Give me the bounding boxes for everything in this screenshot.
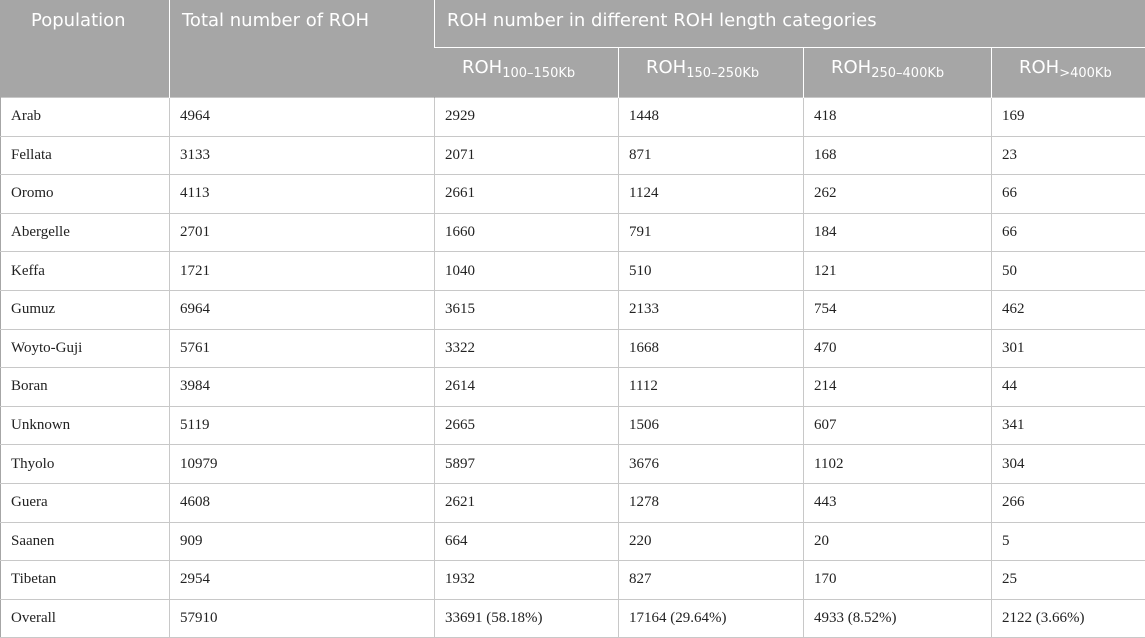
roh-range: 100–150Kb xyxy=(502,66,575,81)
roh-over-400-cell: 66 xyxy=(992,213,1145,252)
roh-100-150-cell: 2661 xyxy=(435,175,619,214)
roh-150-250-cell: 3676 xyxy=(619,445,804,484)
roh-over-400-cell: 2122 (3.66%) xyxy=(992,599,1145,638)
roh-over-400-cell: 66 xyxy=(992,175,1145,214)
total-cell: 4608 xyxy=(170,483,435,522)
table-row xyxy=(1,445,1145,484)
roh-over-400-cell: 304 xyxy=(992,445,1145,484)
roh-100-150-cell: 1660 xyxy=(435,213,619,252)
total-cell: 10979 xyxy=(170,445,435,484)
roh-250-400-cell: 4933 (8.52%) xyxy=(804,599,992,638)
roh-100-150-cell: 33691 (58.18%) xyxy=(435,599,619,638)
roh-150-250-cell: 1668 xyxy=(619,329,804,368)
table-row xyxy=(1,561,1145,600)
roh-150-250-cell: 871 xyxy=(619,136,804,175)
table-row xyxy=(1,522,1145,561)
total-cell: 2954 xyxy=(170,561,435,600)
population-cell: Abergelle xyxy=(1,213,170,252)
total-cell: 3984 xyxy=(170,368,435,407)
roh-250-400-cell: 214 xyxy=(804,368,992,407)
header-population: Population xyxy=(1,0,170,98)
roh-over-400-cell: 462 xyxy=(992,290,1145,329)
total-cell: 4113 xyxy=(170,175,435,214)
header-roh-over-400 xyxy=(992,48,1145,98)
table-row xyxy=(1,483,1145,522)
roh-150-250-cell: 510 xyxy=(619,252,804,291)
population-cell: Oromo xyxy=(1,175,170,214)
table-row xyxy=(1,368,1145,407)
table-row xyxy=(1,252,1145,291)
roh-range: >400Kb xyxy=(1059,66,1111,81)
population-cell: Gumuz xyxy=(1,290,170,329)
roh-over-400-cell: 23 xyxy=(992,136,1145,175)
roh-250-400-cell: 20 xyxy=(804,522,992,561)
total-cell: 5119 xyxy=(170,406,435,445)
roh-100-150-cell: 3615 xyxy=(435,290,619,329)
roh-250-400-cell: 184 xyxy=(804,213,992,252)
roh-150-250-cell: 1124 xyxy=(619,175,804,214)
total-cell: 5761 xyxy=(170,329,435,368)
roh-label: ROH xyxy=(831,57,871,78)
roh-150-250-cell: 2133 xyxy=(619,290,804,329)
population-cell: Woyto-Guji xyxy=(1,329,170,368)
total-cell: 4964 xyxy=(170,98,435,137)
roh-100-150-cell: 1040 xyxy=(435,252,619,291)
roh-250-400-cell: 470 xyxy=(804,329,992,368)
population-cell: Overall xyxy=(1,599,170,638)
roh-100-150-cell: 2071 xyxy=(435,136,619,175)
table-row-overall xyxy=(1,599,1145,638)
table-row xyxy=(1,290,1145,329)
roh-250-400-cell: 168 xyxy=(804,136,992,175)
table-row xyxy=(1,213,1145,252)
table-body xyxy=(1,98,1145,638)
header-roh-categories: ROH number in different ROH length categories xyxy=(435,0,1145,48)
roh-150-250-cell: 827 xyxy=(619,561,804,600)
roh-100-150-cell: 3322 xyxy=(435,329,619,368)
total-cell: 909 xyxy=(170,522,435,561)
population-cell: Thyolo xyxy=(1,445,170,484)
roh-100-150-cell: 2929 xyxy=(435,98,619,137)
roh-150-250-cell: 791 xyxy=(619,213,804,252)
roh-over-400-cell: 5 xyxy=(992,522,1145,561)
roh-250-400-cell: 754 xyxy=(804,290,992,329)
table-row xyxy=(1,329,1145,368)
population-cell: Arab xyxy=(1,98,170,137)
roh-over-400-cell: 301 xyxy=(992,329,1145,368)
roh-100-150-cell: 2621 xyxy=(435,483,619,522)
population-cell: Keffa xyxy=(1,252,170,291)
roh-150-250-cell: 1112 xyxy=(619,368,804,407)
total-cell: 3133 xyxy=(170,136,435,175)
roh-range: 150–250Kb xyxy=(686,66,759,81)
roh-label: ROH xyxy=(646,57,686,78)
table-header xyxy=(1,0,1145,98)
roh-over-400-cell: 266 xyxy=(992,483,1145,522)
population-cell: Saanen xyxy=(1,522,170,561)
roh-250-400-cell: 170 xyxy=(804,561,992,600)
roh-over-400-cell: 44 xyxy=(992,368,1145,407)
roh-150-250-cell: 1448 xyxy=(619,98,804,137)
header-total-roh: Total number of ROH xyxy=(170,0,435,98)
table-row xyxy=(1,98,1145,137)
roh-over-400-cell: 341 xyxy=(992,406,1145,445)
roh-over-400-cell: 169 xyxy=(992,98,1145,137)
roh-over-400-cell: 50 xyxy=(992,252,1145,291)
total-cell: 57910 xyxy=(170,599,435,638)
table-row xyxy=(1,406,1145,445)
header-roh-100-150 xyxy=(435,48,619,98)
roh-range: 250–400Kb xyxy=(871,66,944,81)
total-cell: 6964 xyxy=(170,290,435,329)
total-cell: 1721 xyxy=(170,252,435,291)
roh-100-150-cell: 664 xyxy=(435,522,619,561)
roh-250-400-cell: 418 xyxy=(804,98,992,137)
roh-100-150-cell: 5897 xyxy=(435,445,619,484)
total-cell: 2701 xyxy=(170,213,435,252)
roh-label: ROH xyxy=(1019,57,1059,78)
roh-100-150-cell: 2665 xyxy=(435,406,619,445)
header-roh-150-250 xyxy=(619,48,804,98)
population-cell: Boran xyxy=(1,368,170,407)
roh-250-400-cell: 607 xyxy=(804,406,992,445)
roh-250-400-cell: 262 xyxy=(804,175,992,214)
population-cell: Fellata xyxy=(1,136,170,175)
roh-250-400-cell: 1102 xyxy=(804,445,992,484)
population-cell: Tibetan xyxy=(1,561,170,600)
roh-250-400-cell: 121 xyxy=(804,252,992,291)
roh-100-150-cell: 2614 xyxy=(435,368,619,407)
roh-100-150-cell: 1932 xyxy=(435,561,619,600)
roh-over-400-cell: 25 xyxy=(992,561,1145,600)
table-row xyxy=(1,175,1145,214)
roh-250-400-cell: 443 xyxy=(804,483,992,522)
roh-label: ROH xyxy=(462,57,502,78)
roh-150-250-cell: 1278 xyxy=(619,483,804,522)
header-roh-250-400 xyxy=(804,48,992,98)
roh-150-250-cell: 1506 xyxy=(619,406,804,445)
population-cell: Guera xyxy=(1,483,170,522)
roh-150-250-cell: 220 xyxy=(619,522,804,561)
table-row xyxy=(1,136,1145,175)
population-cell: Unknown xyxy=(1,406,170,445)
roh-150-250-cell: 17164 (29.64%) xyxy=(619,599,804,638)
